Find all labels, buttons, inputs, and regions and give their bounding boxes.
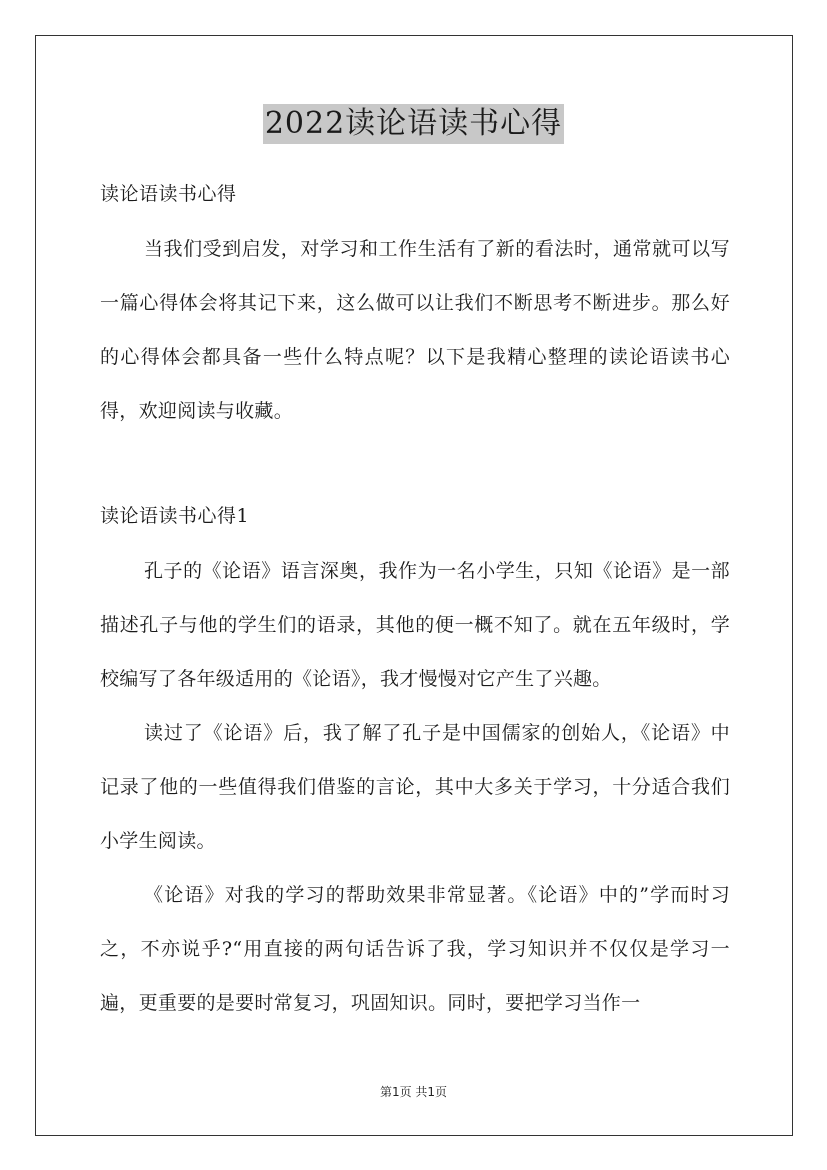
intro-paragraph: 当我们受到启发，对学习和工作生活有了新的看法时，通常就可以写一篇心得体会将其记下来，这么做可以让我们不断思考不断进步。那么好的心得体会都具备一些什么特点呢？以下是我精心整理的读论语读书心得，欢迎阅读与收藏。 [100,238,730,422]
body-paragraph-3: 《论语》对我的学习的帮助效果非常显著。《论语》中的”学而时习之，不亦说乎?“用直接的两句话告诉了我，学习知识并不仅仅是学习一遍，更重要的是要时常复习，巩固知识。同时，要把学习当作一 [100,884,730,1014]
section-heading: 读论语读书心得1 [100,505,250,527]
document-title: 2022读论语读书心得 [263,104,564,144]
body-paragraph-1: 孔子的《论语》语言深奥，我作为一名小学生，只知《论语》是一部描述孔子与他的学生们的语录，其他的便一概不知了。就在五年级时，学校编写了各年级适用的《论语》，我才慢慢对它产生了兴趣。 [100,560,730,690]
document-body [100,170,730,1030]
intro-heading: 读论语读书心得 [100,183,237,205]
section-spacer [100,438,730,492]
body-paragraph-2: 读过了《论语》后，我了解了孔子是中国儒家的创始人，《论语》中记录了他的一些值得我们借鉴的言论，其中大多关于学习，十分适合我们小学生阅读。 [100,722,730,852]
title-container [0,104,827,144]
page-footer: 第1页 共1页 [379,1085,448,1099]
